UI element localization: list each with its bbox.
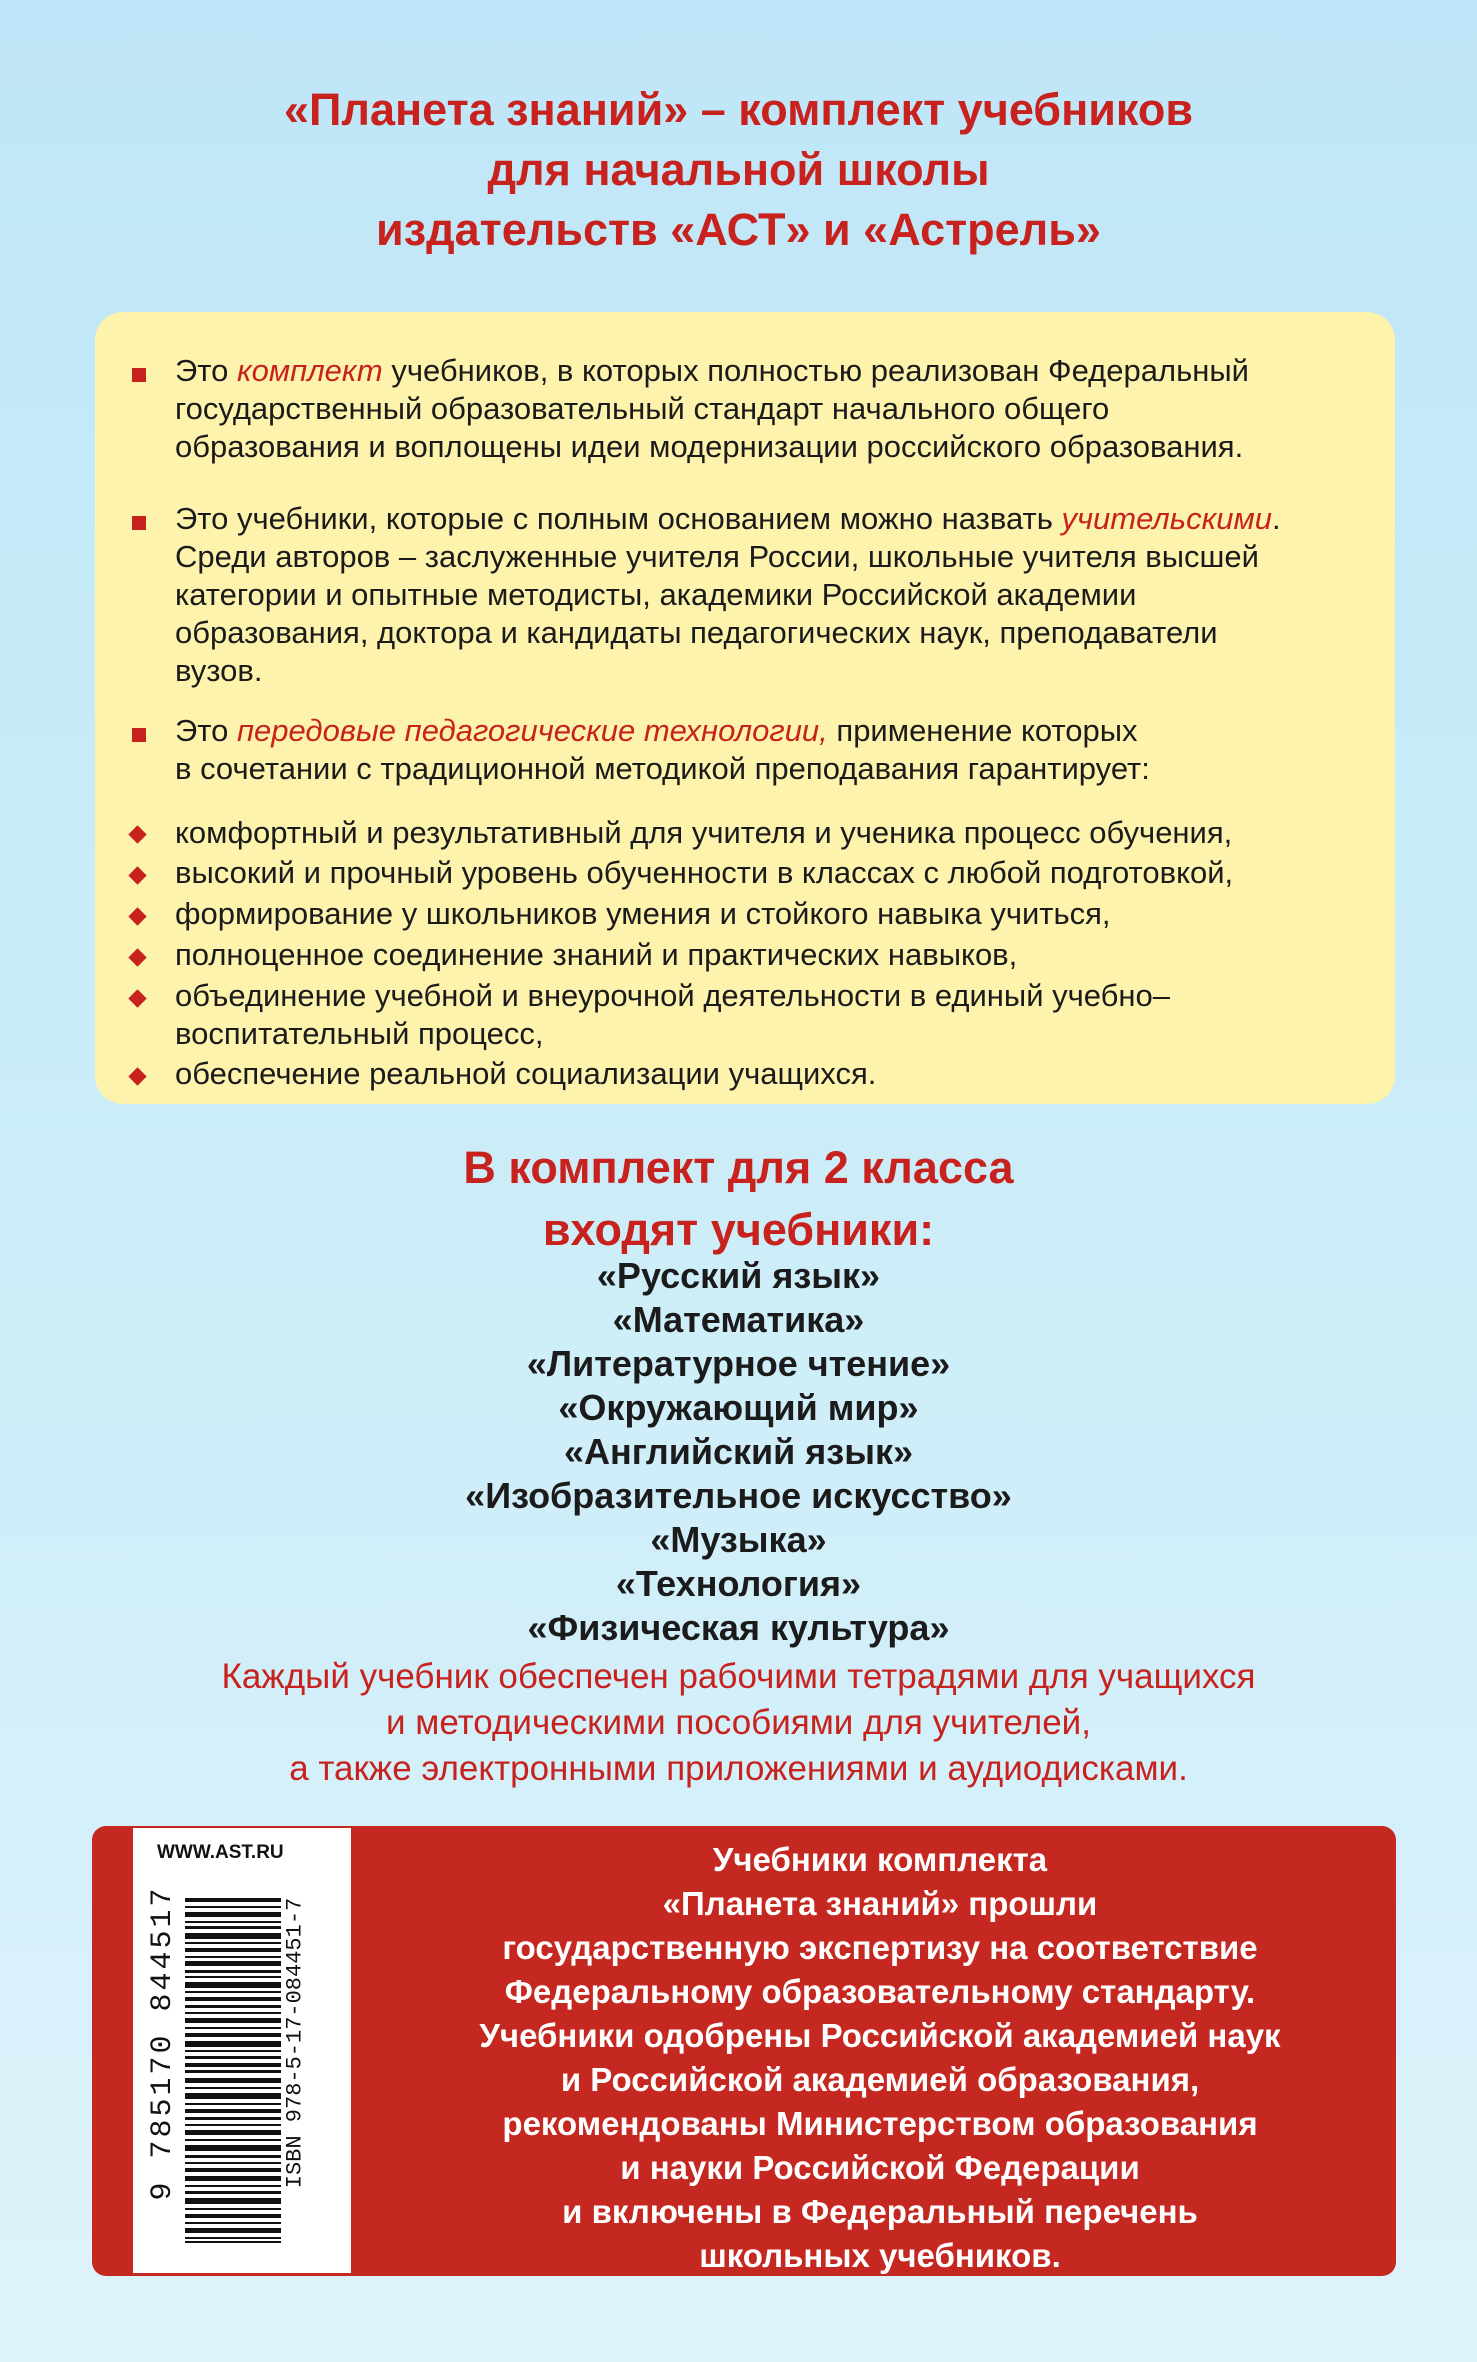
list-item: комфортный и результативный для учителя и ученика процесс обучения, [175, 815, 1233, 850]
text-line: образования и воплощены идеи модернизации российского образования. [175, 429, 1244, 464]
diamond-bullet-icon [128, 825, 146, 843]
page-heading [0, 80, 1477, 260]
diamond-bullet-icon [128, 1067, 146, 1085]
subject-item: «Математика» [612, 1299, 865, 1340]
text-line: Это комплект учебников, в которых полностью реализован Федеральный [175, 353, 1249, 388]
set-heading-line: входят учебники: [542, 1204, 935, 1255]
note-line: и методическими пособиями для учителей, [386, 1703, 1091, 1742]
list-item: обеспечение реальной социализации учащихся. [175, 1056, 877, 1091]
barcode-icon [185, 1898, 281, 2243]
subject-item: «Физическая культура» [527, 1607, 950, 1648]
heading-line: издательств «АСТ» и «Астрель» [376, 204, 1101, 255]
text-line: Среди авторов – заслуженные учителя России, школьные учителя высшей [175, 539, 1259, 574]
subject-item: «Литературное чтение» [526, 1343, 951, 1384]
list-item: формирование у школьников умения и стойкого навыка учиться, [175, 896, 1111, 931]
subject-item: «Окружающий мир» [558, 1387, 919, 1428]
expertise-line: и Российской академией образования, [560, 2061, 1200, 2098]
expertise-line: государственную экспертизу на соответствие [502, 1929, 1258, 1966]
text-line: в сочетании с традиционной методикой преподавания гарантирует: [175, 751, 1150, 786]
text-line: Это передовые педагогические технологии, применение которых [175, 713, 1138, 748]
square-bullet-icon [132, 516, 146, 530]
set-heading-line: В комплект для 2 класса [463, 1142, 1014, 1193]
diamond-bullet-icon [128, 989, 146, 1007]
heading-line: «Планета знаний» – комплект учебников [284, 84, 1193, 135]
expertise-line: школьных учебников. [699, 2237, 1061, 2274]
square-bullet-icon [132, 368, 146, 382]
features-panel [95, 312, 1395, 1104]
text-line: государственный образовательный стандарт начального общего [175, 391, 1110, 426]
text-line: образования, доктора и кандидаты педагогических наук, преподаватели [175, 615, 1218, 650]
subject-item: «Английский язык» [564, 1431, 913, 1472]
isbn-number: ISBN 978-5-17-084451-7 [282, 1897, 308, 2189]
list-item: высокий и прочный уровень обученности в классах с любой подготовкой, [175, 855, 1234, 890]
expertise-line: рекомендованы Министерством образования [502, 2105, 1258, 2142]
expertise-line: и науки Российской Федерации [620, 2149, 1140, 2186]
text-line: вузов. [175, 653, 263, 688]
list-item-continuation: воспитательный процесс, [175, 1016, 544, 1051]
diamond-bullet-icon [128, 948, 146, 966]
diamond-bullet-icon [128, 907, 146, 925]
text-line: Это учебники, которые с полным основанием можно назвать учительскими. [175, 501, 1281, 536]
list-item: полноценное соединение знаний и практических навыков, [175, 937, 1018, 972]
heading-line: для начальной школы [487, 144, 990, 195]
expertise-line: Федеральному образовательному стандарту. [504, 1973, 1256, 2010]
subject-item: «Технология» [615, 1563, 862, 1604]
publisher-website: WWW.AST.RU [157, 1842, 284, 1863]
note-line: а также электронными приложениями и аудиодисками. [289, 1749, 1188, 1788]
subjects-list [0, 1254, 1477, 1650]
list-item: объединение учебной и внеурочной деятельности в единый учебно– [175, 978, 1171, 1013]
expertise-line: Учебники комплекта [712, 1841, 1048, 1878]
supplement-note [0, 1654, 1477, 1792]
subject-item: «Изобразительное искусство» [465, 1475, 1012, 1516]
note-line: Каждый учебник обеспечен рабочими тетрадями для учащихся [221, 1657, 1256, 1696]
expertise-line: Учебники одобрены Российской академией наук [479, 2017, 1281, 2054]
expertise-line: и включены в Федеральный перечень [562, 2193, 1198, 2230]
set-heading [0, 1137, 1477, 1261]
expertise-text [380, 1838, 1380, 2278]
text-line: категории и опытные методисты, академики Российской академии [175, 577, 1137, 612]
barcode-digits: 9 785170 844517 [146, 1885, 180, 2201]
expertise-line: «Планета знаний» прошли [662, 1885, 1098, 1922]
square-bullet-icon [132, 728, 146, 742]
subject-item: «Русский язык» [596, 1255, 881, 1296]
barcode-panel [133, 1828, 351, 2273]
diamond-bullet-icon [128, 866, 146, 884]
subject-item: «Музыка» [650, 1519, 827, 1560]
